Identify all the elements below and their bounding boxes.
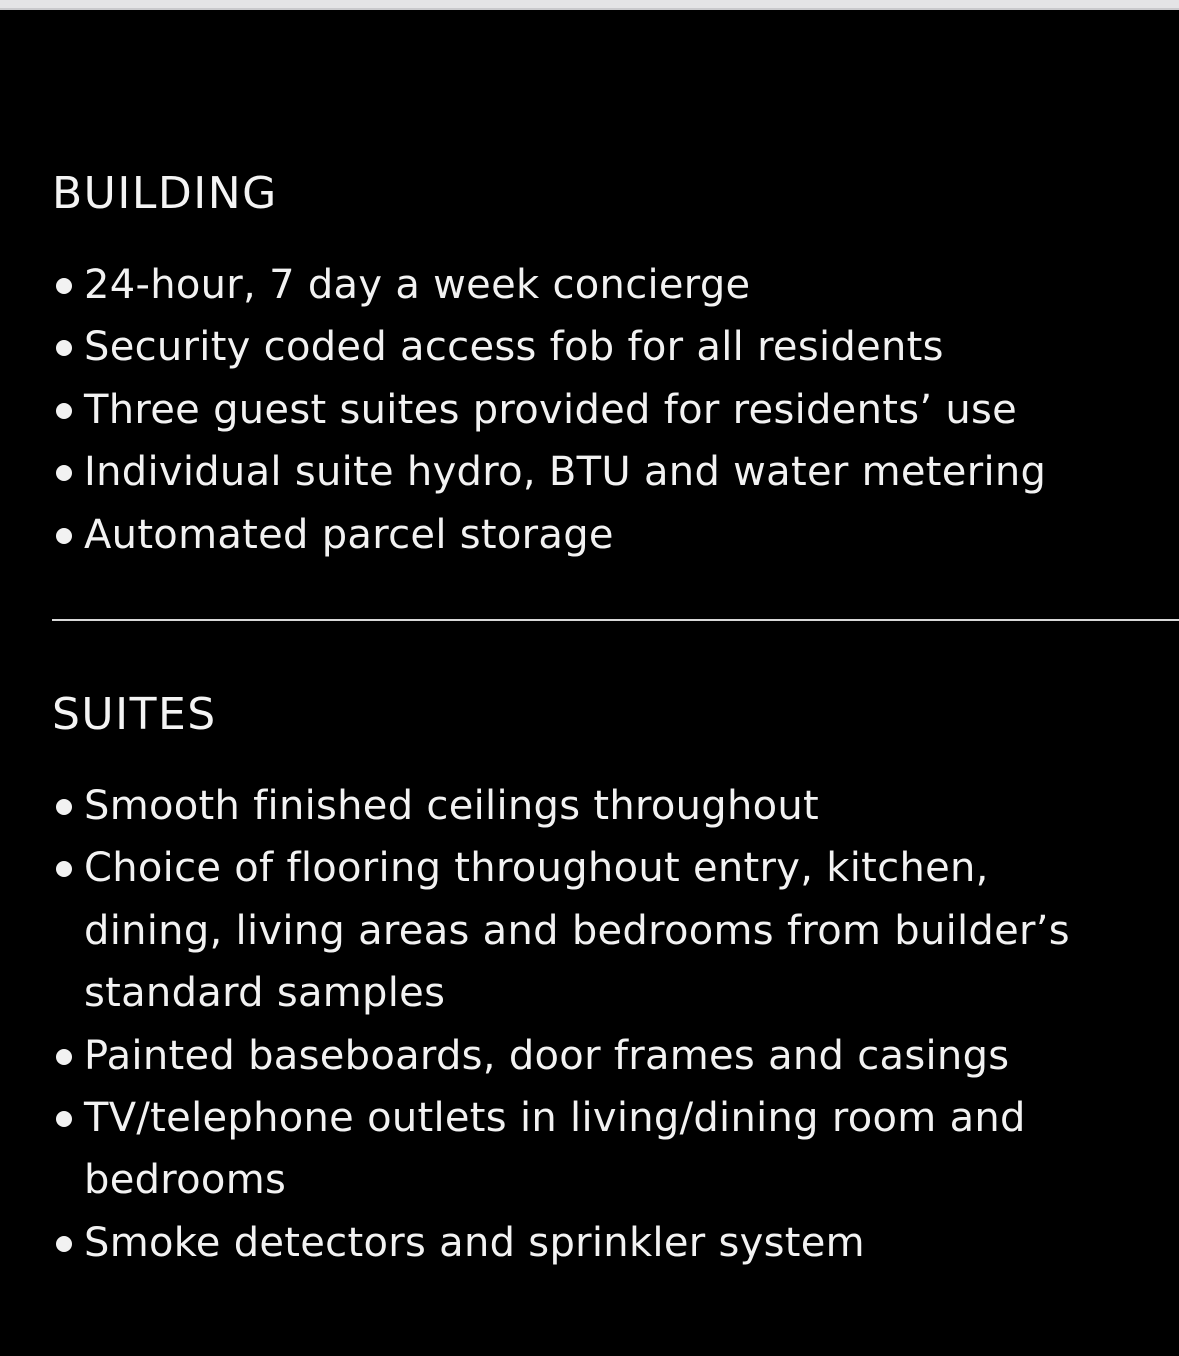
list-item-text: Security coded access fob for all residents <box>84 324 944 371</box>
list-item-text: TV/telephone outlets in living/dining room and bedrooms <box>84 1095 1026 1204</box>
building-features-list <box>52 254 1132 566</box>
list-item-text: Three guest suites provided for residents’ use <box>84 386 1018 433</box>
list-item <box>52 837 1132 1024</box>
list-item <box>52 775 1132 837</box>
suites-heading: SUITES <box>52 689 217 740</box>
list-item-text: 24-hour, 7 day a week concierge <box>84 262 751 308</box>
list-item-text: Smoke detectors and sprinkler system <box>84 1219 865 1266</box>
top-edge-strip <box>0 0 1179 10</box>
section-divider <box>52 619 1179 621</box>
list-item <box>52 254 1132 316</box>
list-item-text: Painted baseboards, door frames and casings <box>84 1032 1010 1079</box>
building-heading: BUILDING <box>52 168 278 219</box>
list-item-text: Automated parcel storage <box>84 511 614 558</box>
list-item <box>52 441 1132 503</box>
list-item-text: Choice of flooring throughout entry, kitchen, dining, living areas and bedrooms from builder’s standard samples <box>84 845 1070 1017</box>
list-item <box>52 1212 1132 1274</box>
list-item <box>52 316 1132 378</box>
list-item <box>52 1025 1132 1087</box>
suites-features-list <box>52 775 1132 1274</box>
list-item <box>52 504 1132 566</box>
list-item-text: Smooth finished ceilings throughout <box>84 783 820 829</box>
list-item <box>52 1087 1132 1212</box>
list-item-text: Individual suite hydro, BTU and water metering <box>84 449 1047 496</box>
list-item <box>52 379 1132 441</box>
